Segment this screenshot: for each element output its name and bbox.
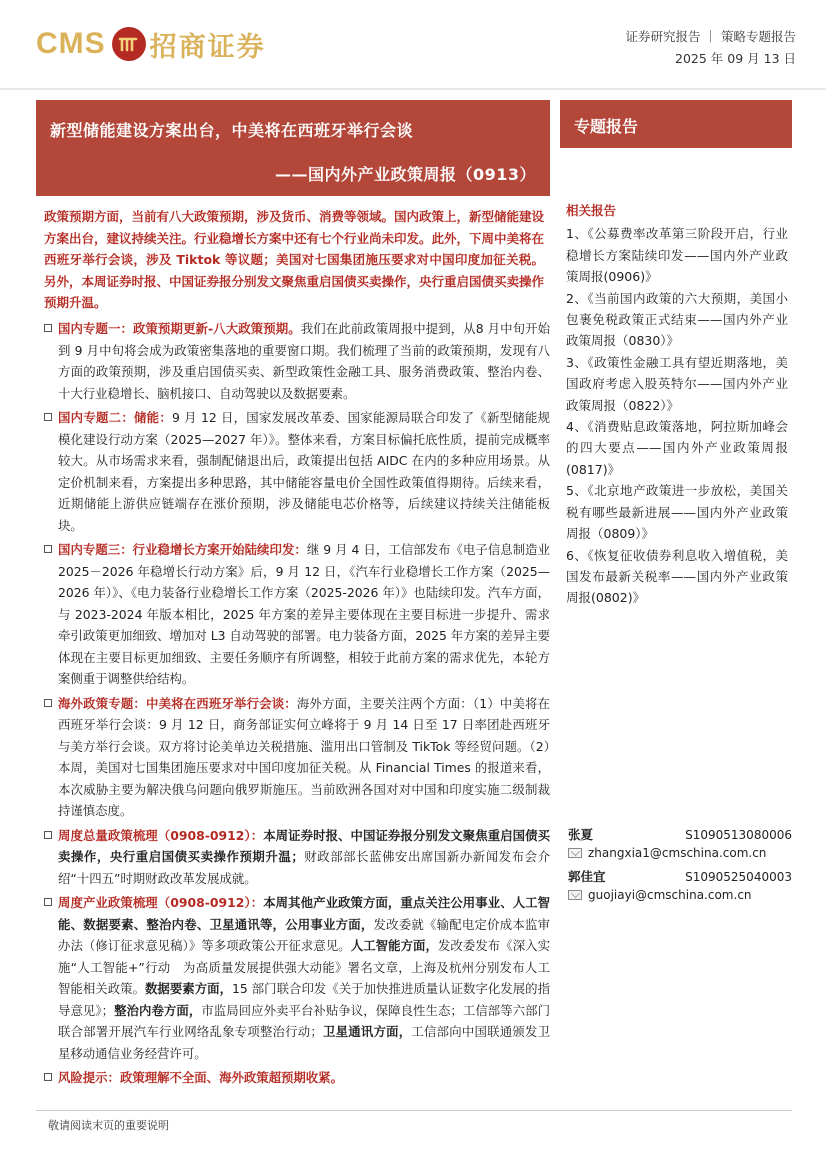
analyst-row xyxy=(568,826,792,844)
section-head: 海外政策专题：中美将在西班牙举行会谈： xyxy=(58,695,297,711)
analyst-email[interactable]: zhangxia1@cmschina.com.cn xyxy=(588,846,767,860)
bullet-square-icon xyxy=(44,831,52,839)
analyst-email[interactable]: guojiayi@cmschina.com.cn xyxy=(588,888,752,902)
section-text: 海外方面，主要关注两个方面：（1）中美将在西班牙举行会谈：9 月 12 日，商务部证实何立峰将于 9 月 14 日至 17 日率团赴西班牙与美方举行会谈。双方将讨论美单边关税措施、滥用出口管制及 TikTok 等经贸问题。（2）本周，美国对七国集团施压要求对中国印度加征关税。从 Financial Times 的报道来看，本次威胁主要为解决俄乌问题向俄罗斯施压。当前欧洲各国对对中国和印度实施二级制裁持谨慎态度。 xyxy=(58,695,551,818)
report-type: 证券研究报告 ｜ 策略专题报告 xyxy=(625,29,796,44)
main-content xyxy=(44,318,550,1089)
section-bold-text: 本周其他产业政策方面，重点关注公用事业、人工智能、数据要素、整治内卷、卫星通讯等， xyxy=(58,895,550,932)
mail-icon xyxy=(568,890,582,900)
related-title: 相关报告 xyxy=(566,203,617,218)
cms-logo xyxy=(36,24,266,64)
section-overseas xyxy=(44,693,550,822)
related-item[interactable]: 6、《恢复征收债券利息收入增值税，美国发布最新关税率——国内外产业政策周报(0802)》 xyxy=(566,547,788,606)
report-tag: 专题报告 xyxy=(574,117,639,136)
section-risk xyxy=(44,1067,550,1089)
segment: 15 部门联合印发《关于加快推进质量认证数字化发展的指导意见》； xyxy=(58,981,550,1018)
section-domestic-2 xyxy=(44,407,550,536)
bullet-square-icon xyxy=(44,324,52,332)
related-item[interactable]: 5、《北京地产政策进一步放松，美国关税有哪些最新进展——国内外产业政策周报（0809）》 xyxy=(566,483,788,542)
section-head: 国内专题三：行业稳增长方案开始陆续印发： xyxy=(58,542,307,557)
report-title: 新型储能建设方案出台，中美将在西班牙举行会谈 xyxy=(50,121,414,140)
segment: 市监局回应外卖平台补贴争议，保障良性生态；工信部等六部门联合部署开展汽车行业网络乱象专项整治行动； xyxy=(58,1002,551,1039)
related-item[interactable]: 3、《政策性金融工具有望近期落地，美国政府考虑入股英特尔——国内外产业政策周报（0822）》 xyxy=(566,354,788,413)
bullet-square-icon xyxy=(44,699,52,707)
section-text: 继 9 月 4 日，工信部发布《电子信息制造业 2025－2026 年稳增长行动方案》后，9 月 12 日，《汽车行业稳增长工作方案（2025—2026 年）》、《电力装备行业稳增长工作方案（2025-2026 年）》也陆续印发。汽车方面，与 2023-2024 年版本相比，2025 年方案的差异主要体现在主要目标进一步提升、需求牵引政策更加细致、增加对 L3 自动驾驶的部署。电力装备方面，2025 年方案的差异主要体现在主要目标更加细致、主要任务顺序有所调整，相较于此前方案的需求优先，本轮方案侧重于调整供给结构。 xyxy=(58,542,550,686)
analyst-email-row xyxy=(568,844,792,862)
segment: 人工智能方面， xyxy=(350,938,438,953)
analyst-code: S1090513080006 xyxy=(685,828,792,842)
section-head: 周度产业政策梳理（0908-0912）： xyxy=(58,895,264,910)
logo-chinese: 招商证券 xyxy=(149,31,266,63)
analyst-name: 郭佳宜 xyxy=(568,869,606,884)
section-weekly-macro xyxy=(44,825,550,890)
title-banner xyxy=(36,100,550,196)
analyst-block xyxy=(568,826,792,910)
bullet-square-icon xyxy=(44,413,52,421)
section-head: 国内专题一：政策预期更新-八大政策预期。 xyxy=(58,321,301,336)
section-domestic-1 xyxy=(44,318,550,404)
bullet-square-icon xyxy=(44,1073,52,1081)
summary-paragraph: 政策预期方面，当前有八大政策预期，涉及货币、消费等领域。国内政策上，新型储能建设方案出台，建议持续关注。行业稳增长方案中还有七个行业尚未印发。此外，下周中美将在西班牙举行会谈，涉及 Tiktok 等议题；美国对七国集团施压要求对中国印度加征关税。另外，本周证券时报、中国证券报分别发文聚焦重启国债买卖操作，央行重启国债买卖操作预期升温。 xyxy=(44,209,545,311)
section-text: 我们在此前政策周报中提到，从 xyxy=(300,321,476,336)
bullet-square-icon xyxy=(44,898,52,906)
logo-latin: CMS xyxy=(36,27,106,60)
section-head: 周度总量政策梳理（0908-0912）： xyxy=(58,827,264,843)
segment: 公用事业方面， xyxy=(285,916,374,932)
segment: 发改委发布《深入实施“人工智能+”行动 为高质量发展提供强大动能》署名文章，上海及杭州分别发布人工智能相关政策。 xyxy=(58,938,551,996)
analyst-email-row xyxy=(568,886,792,904)
analyst-code: S1090525040003 xyxy=(685,870,792,884)
section-bold-text: 本周证券时报、中国证券报分别发文聚焦重启国债买卖操作，央行重启国债买卖操作预期升温； xyxy=(58,827,550,864)
report-date: 2025 年 09 月 13 日 xyxy=(675,51,796,66)
footer-note: 敬请阅读末页的重要说明 xyxy=(48,1119,169,1132)
page-header xyxy=(0,0,826,88)
mail-icon xyxy=(568,848,582,858)
section-text: 8 月中旬开始到 9 月中旬将会成为政策密集落地的重要窗口期。我们梳理了当前的政策预期，发现有八方面的政策预期，涉及重启国债买卖、新型政策性金融工具、服务消费政策、整治内卷、十大行业稳增长、脑机接口、自动驾驶以及数据要素。 xyxy=(58,321,550,401)
section-head: 国内专题二：储能： xyxy=(58,410,172,425)
segment: 发改委就《输配电定价成本监审办法（修订征求意见稿）》等多项政策公开征求意见。 xyxy=(58,916,551,953)
segment: 数据要素方面， xyxy=(145,981,232,996)
related-item[interactable]: 1、《公募费率改革第三阶段开启，行业稳增长方案陆续印发——国内外产业政策周报(0906)》 xyxy=(566,226,788,285)
related-reports xyxy=(566,200,788,609)
related-list xyxy=(566,223,788,608)
section-domestic-3 xyxy=(44,539,550,690)
report-subtitle: ——国内外产业政策周报（0913） xyxy=(274,165,536,184)
segment: 工信部向中国联通颁发卫星移动通信业务经营许可。 xyxy=(58,1024,551,1061)
bullet-square-icon xyxy=(44,545,52,553)
segment: 卫星通讯方面， xyxy=(322,1024,412,1039)
report-tag-banner xyxy=(560,100,792,148)
footer-divider xyxy=(36,1110,792,1111)
analyst-row xyxy=(568,868,792,886)
header-divider xyxy=(0,88,826,90)
header-meta xyxy=(626,26,796,70)
section-weekly-industry xyxy=(44,892,550,1064)
analyst-name: 张夏 xyxy=(568,827,594,842)
related-item[interactable]: 2、《当前国内政策的六大预期，美国小包裹免税政策正式结束——国内外产业政策周报（0830）》 xyxy=(566,290,788,349)
logo-mark-icon xyxy=(112,27,146,61)
segment: 整治内卷方面， xyxy=(114,1002,202,1018)
section-head: 风险提示：政策理解不全面、海外政策超预期收紧。 xyxy=(58,1070,343,1085)
section-text: 财政部部长蓝佛安出席国新办新闻发布会介绍“十四五”时期财政改革发展成就。 xyxy=(58,849,551,886)
section-text: 9 月 12 日，国家发展改革委、国家能源局联合印发了《新型储能规模化建设行动方案（2025—2027 年）》。整体来看，方案目标偏托底性质，提前完成概率较大。从市场需求来看，强制配储退出后，政策提出包括 AIDC 在内的多种应用场景。从定价机制来看，方案提出多种思路，其中储能容量电价全国性政策值得期待。后续来看，近期储能上游供应链端存在涨价预期，涉及储能电芯价格等，后续建议持续关注储能板块。 xyxy=(58,410,551,533)
related-item[interactable]: 4、《消费贴息政策落地，阿拉斯加峰会的四大要点——国内外产业政策周报(0817)》 xyxy=(566,419,788,477)
